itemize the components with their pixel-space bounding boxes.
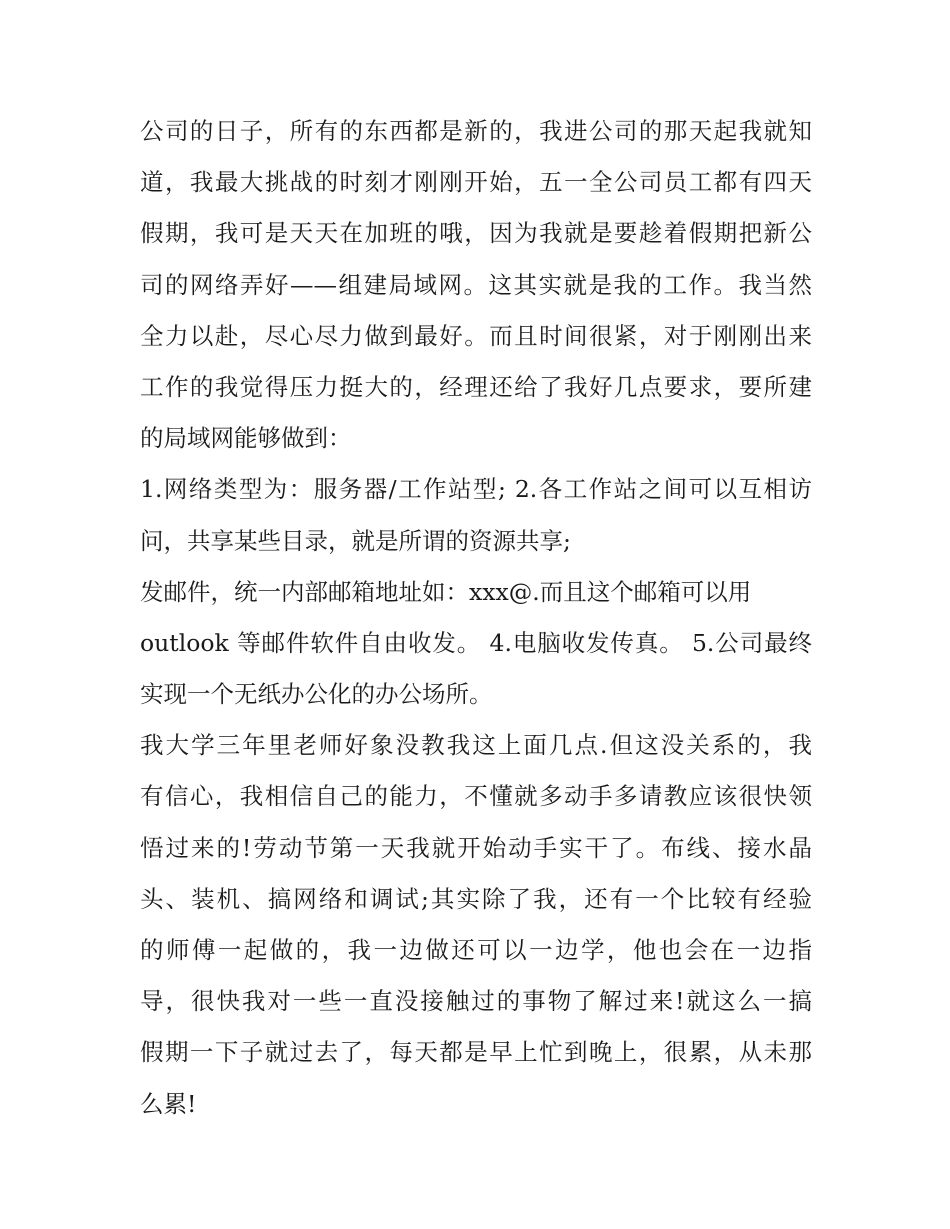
text-line: 有信心，我相信自己的能力，不懂就多动手多请教应该很快领 [140,782,812,811]
paragraph [140,567,812,721]
text-line: 头、装机、搞网络和调试;其实除了我，还有一个比较有经验 [140,884,812,913]
text-line: 发邮件，统一内部邮箱地址如：xxx@.而且这个邮箱可以用 [140,577,752,606]
text-line: 导，很快我对一些一直没接触过的事物了解过来!就这么一搞 [140,987,812,1016]
text-line: 全力以赴，尽心尽力做到最好。而且时间很紧，对于刚刚出来 [140,321,812,350]
text-line: 工作的我觉得压力挺大的，经理还给了我好几点要求，要所建 [140,372,812,401]
text-line: 假期，我可是天天在加班的哦，因为我就是要趁着假期把新公 [140,219,812,248]
text-line: 公司的日子，所有的东西都是新的，我进公司的那天起我就知 [140,117,812,145]
text-line: 假期一下子就过去了，每天都是早上忙到晚上，很累，从未那 [140,1038,812,1067]
text-line: 道，我最大挑战的时刻才刚刚开始，五一全公司员工都有四天 [140,168,812,197]
text-line: 问，共享某些目录，就是所谓的资源共享; [140,526,571,555]
text-line: 悟过来的!劳动节第一天我就开始动手实干了。布线、接水晶 [140,833,812,862]
text-line: outlook 等邮件软件自由收发。 4.电脑收发传真。 5.公司最终 [140,628,812,657]
text-line: 司的网络弄好——组建局域网。这其实就是我的工作。我当然 [140,270,812,299]
paragraph [140,106,812,464]
text-line: 我大学三年里老师好象没教我这上面几点.但这没关系的，我 [140,731,812,760]
text-line: 么累! [140,1089,197,1118]
text-line: 实现一个无纸办公化的办公场所。 [140,680,493,709]
paragraph [140,464,812,566]
text-line: 的局域网能够做到： [140,424,352,453]
paragraph [140,720,812,1130]
text-line: 的师傅一起做的，我一边做还可以一边学，他也会在一边指 [140,936,812,964]
document-body [140,106,812,1130]
text-line: 1.网络类型为：服务器/工作站型; 2.各工作站之间可以互相访 [140,475,812,504]
